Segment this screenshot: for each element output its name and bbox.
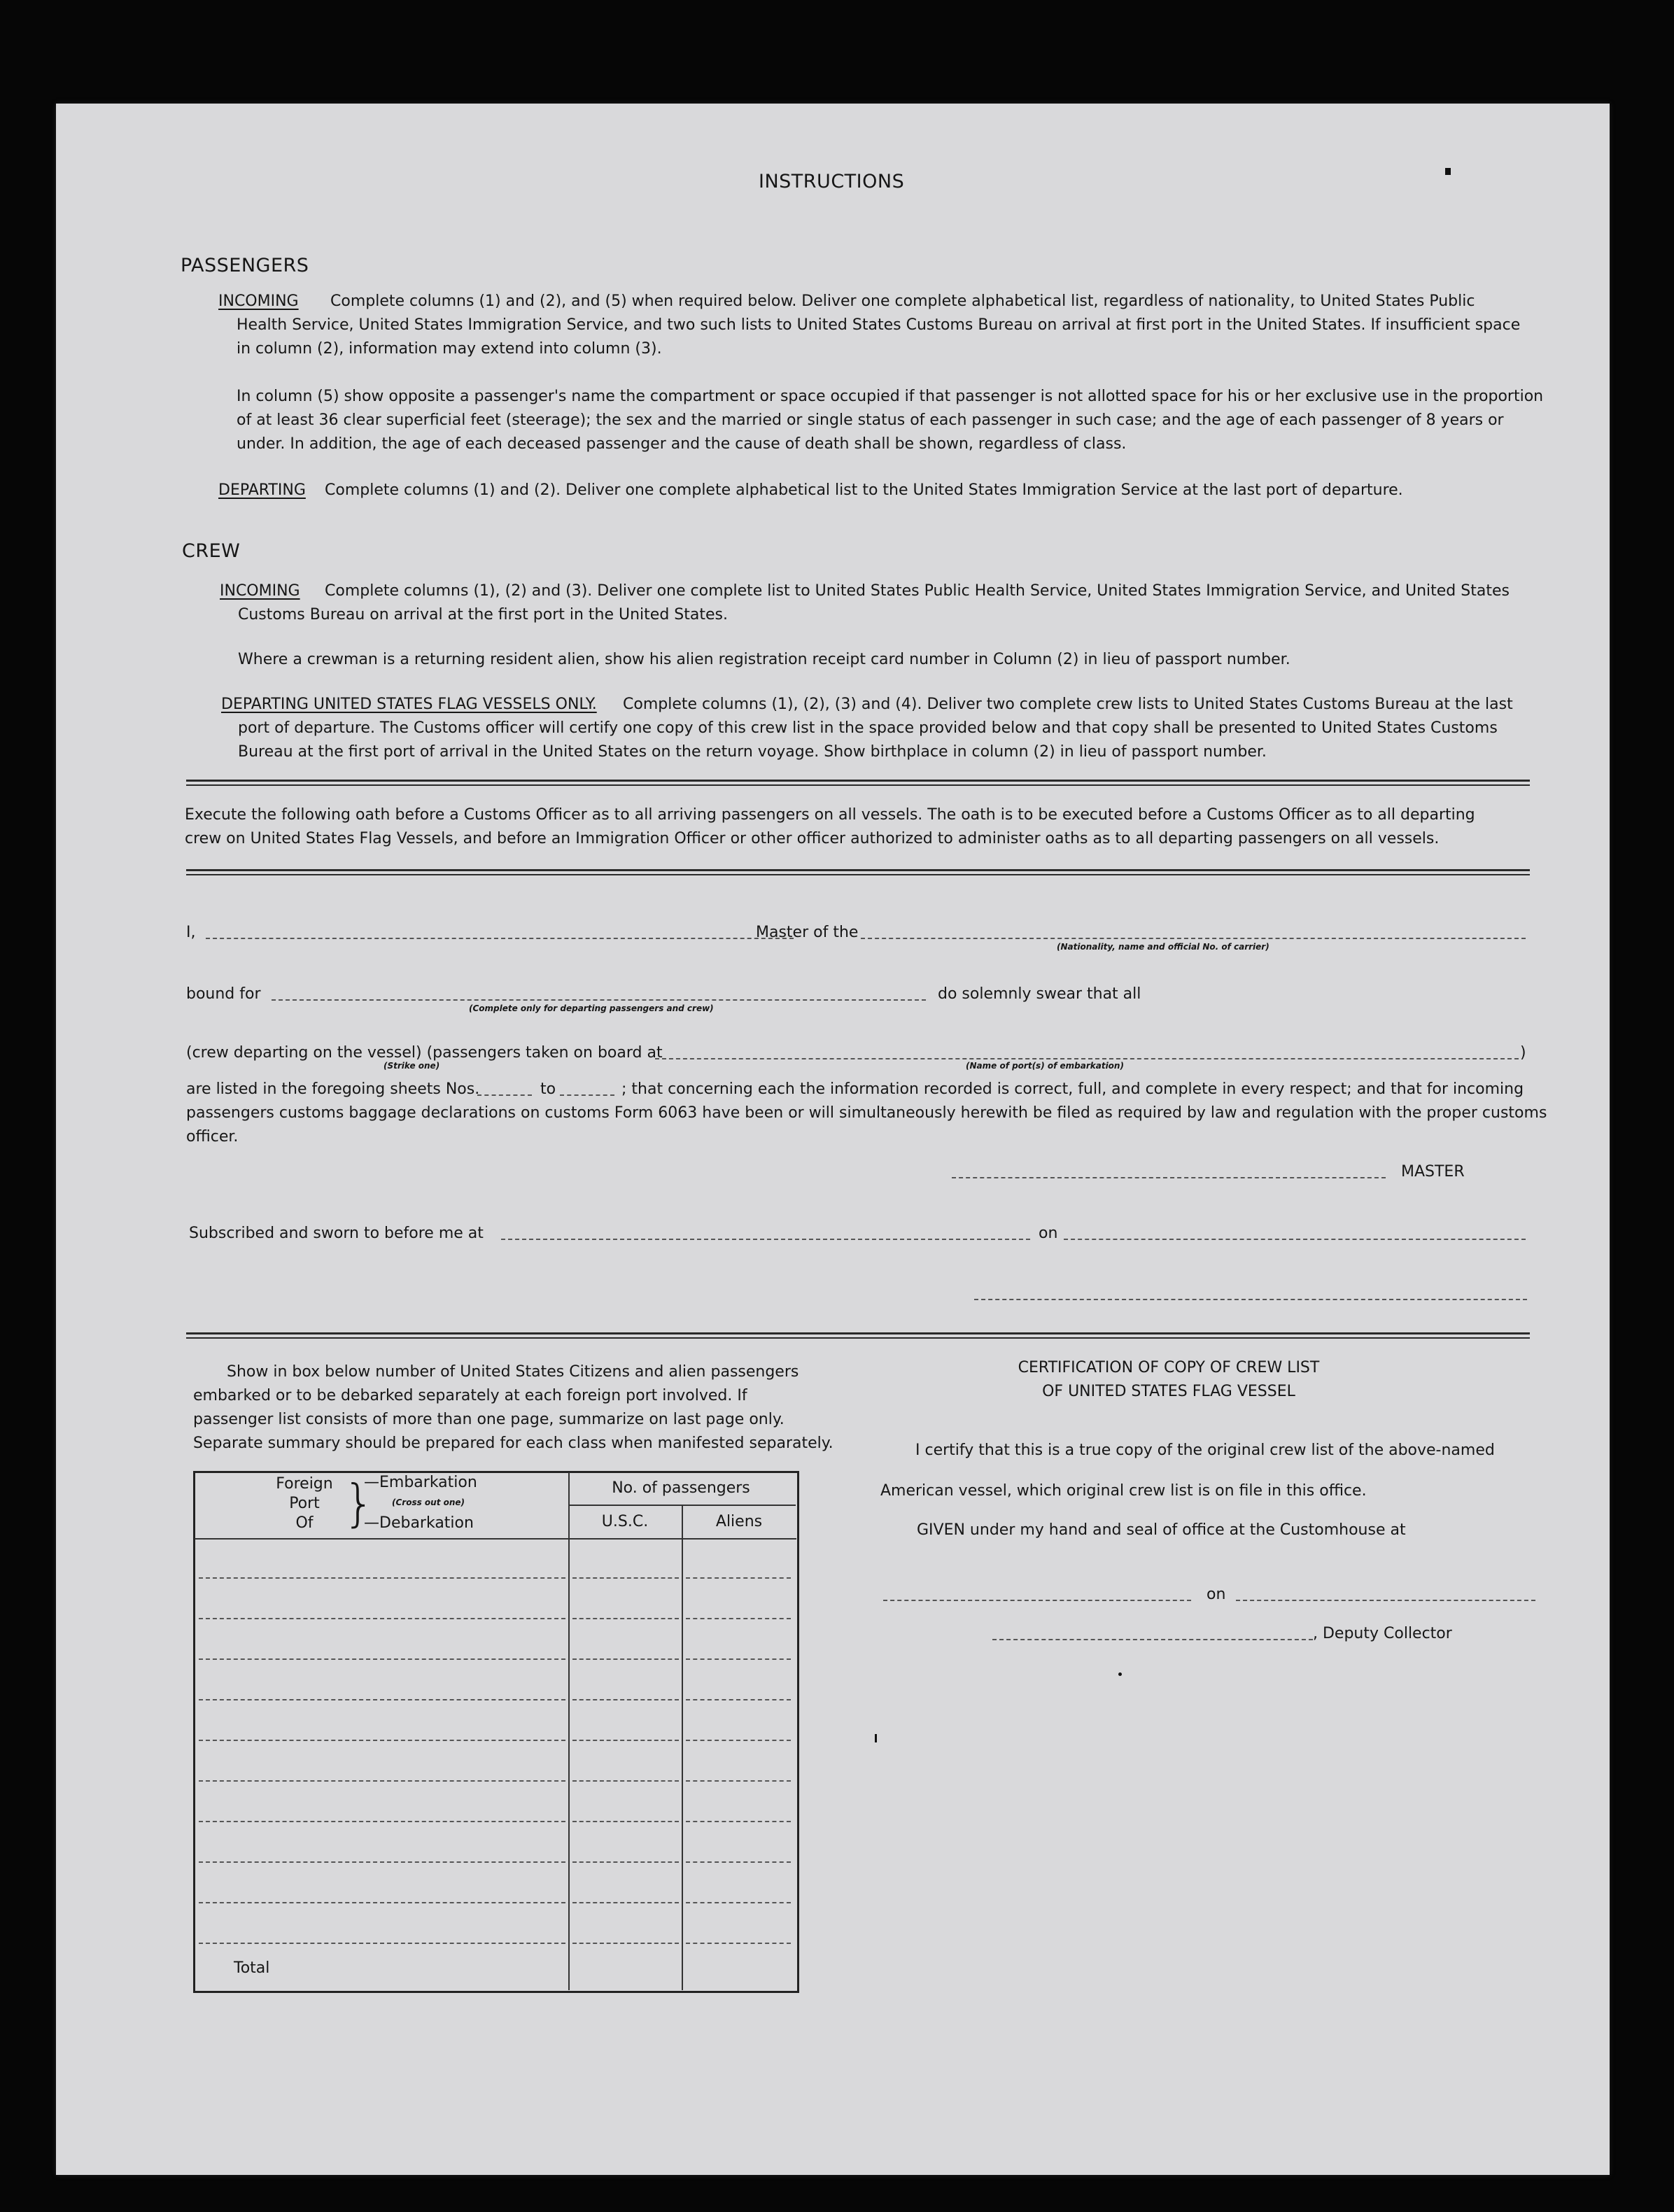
- given-line: GIVEN under my hand and seal of office at the Customhouse at: [917, 1521, 1406, 1539]
- deputy-collector-label: , Deputy Collector: [1313, 1625, 1452, 1642]
- certification-title-line1: CERTIFICATION OF COPY OF CREW LIST: [1018, 1359, 1320, 1376]
- sworn-on-label: on: [1039, 1225, 1058, 1242]
- usc-row-8[interactable]: [572, 1861, 679, 1863]
- listed-line3: officer.: [186, 1128, 239, 1146]
- crew-incoming-label: INCOMING: [220, 582, 300, 600]
- deputy-signature-field[interactable]: [992, 1639, 1313, 1640]
- usc-row-6[interactable]: [572, 1780, 679, 1782]
- aliens-row-9[interactable]: [686, 1902, 791, 1903]
- embarkation-port-field[interactable]: [655, 1058, 1519, 1059]
- port-row-9[interactable]: [199, 1902, 565, 1903]
- crew-departing-line3: Bureau at the first port of arrival in the United States on the return voyage. Show birthplace in column (2) in lieu of passport number.: [238, 743, 1267, 761]
- passengers-incoming-line2: Health Service, United States Immigration Service, and two such lists to United States Customs Bureau on arrival at first port in the United States. If insufficient space: [237, 316, 1521, 334]
- aliens-row-4[interactable]: [686, 1699, 791, 1700]
- brace-icon: }: [343, 1474, 375, 1533]
- form-sheet: [56, 104, 1610, 2175]
- oath-i-label: I,: [186, 924, 196, 941]
- crew-incoming-line2: Customs Bureau on arrival at the first port in the United States.: [238, 606, 728, 624]
- page-title: INSTRUCTIONS: [759, 171, 905, 192]
- foreign-header: Foreign: [276, 1475, 333, 1493]
- summary-intro-line2: embarked or to be debarked separately at each foreign port involved. If: [193, 1387, 747, 1404]
- usc-row-9[interactable]: [572, 1902, 679, 1903]
- port-row-2[interactable]: [199, 1618, 565, 1619]
- aliens-row-6[interactable]: [686, 1780, 791, 1782]
- customhouse-place-field[interactable]: [883, 1600, 1191, 1601]
- of-header: Of: [295, 1514, 314, 1532]
- usc-row-10[interactable]: [572, 1943, 679, 1944]
- usc-row-4[interactable]: [572, 1699, 679, 1700]
- usc-row-5[interactable]: [572, 1740, 679, 1741]
- certify-line1: I certify that this is a true copy of the original crew list of the above-named: [915, 1442, 1495, 1459]
- port-row-5[interactable]: [199, 1740, 565, 1741]
- usc-header: U.S.C.: [601, 1513, 649, 1530]
- sworn-date-field[interactable]: [1064, 1239, 1526, 1240]
- usc-row-1[interactable]: [572, 1577, 679, 1579]
- port-row-10[interactable]: [199, 1943, 565, 1944]
- sworn-place-field[interactable]: [501, 1239, 1030, 1240]
- aliens-row-3[interactable]: [686, 1658, 791, 1660]
- port-row-3[interactable]: [199, 1658, 565, 1660]
- sheet-from-field[interactable]: [477, 1094, 532, 1096]
- strike-one-note: (Strike one): [384, 1061, 440, 1071]
- embarkation-header: —Embarkation: [364, 1474, 477, 1491]
- listed-line2: passengers customs baggage declarations on customs Form 6063 have been or will simultaneously herewith be filed as required by law and regulation with the proper customs: [186, 1104, 1547, 1122]
- bound-for-label: bound for: [186, 985, 261, 1003]
- aliens-header: Aliens: [715, 1513, 763, 1530]
- aliens-row-1[interactable]: [686, 1577, 791, 1579]
- carrier-field[interactable]: [861, 938, 1526, 939]
- complete-only-note: (Complete only for departing passengers and crew): [469, 1003, 714, 1013]
- subscribed-label: Subscribed and sworn to before me at: [189, 1225, 484, 1242]
- header-bottom-rule: [195, 1538, 796, 1540]
- listed-post-label: ; that concerning each the information recorded is correct, full, and complete in every respect; and that for incoming: [621, 1080, 1524, 1098]
- passengers-departing-text: Complete columns (1) and (2). Deliver one complete alphabetical list to the United States Immigration Service at the last port of departure.: [325, 481, 1403, 499]
- section-rule-3: [186, 1332, 1530, 1339]
- master-name-field[interactable]: [206, 938, 794, 939]
- nationality-note: (Nationality, name and official No. of carrier): [1057, 942, 1269, 952]
- port-row-8[interactable]: [199, 1861, 565, 1863]
- passengers-heading: PASSENGERS: [181, 255, 309, 276]
- certify-line2: American vessel, which original crew list is on file in this office.: [880, 1482, 1367, 1500]
- certification-on-label: on: [1207, 1586, 1226, 1603]
- crew-departing-line1: Complete columns (1), (2), (3) and (4). Deliver two complete crew lists to United States Customs Bureau at the last: [623, 696, 1513, 713]
- passengers-col5-line2: of at least 36 clear superficial feet (steerage); the sex and the married or single status of each passenger in such case; and the age of each passenger of 8 years or: [237, 411, 1504, 429]
- scan-speck-2: [1118, 1672, 1122, 1676]
- aliens-row-5[interactable]: [686, 1740, 791, 1741]
- bound-for-field[interactable]: [272, 999, 926, 1001]
- scan-speck-3: [875, 1734, 877, 1742]
- port-row-6[interactable]: [199, 1780, 565, 1782]
- officer-signature-field[interactable]: [974, 1299, 1527, 1300]
- section-rule-2: [186, 869, 1530, 875]
- passenger-summary-table: [193, 1471, 799, 1993]
- summary-intro-line3: passenger list consists of more than one page, summarize on last page only.: [193, 1411, 785, 1428]
- passengers-departing-label: DEPARTING: [218, 481, 306, 499]
- port-row-1[interactable]: [199, 1577, 565, 1579]
- usc-row-3[interactable]: [572, 1658, 679, 1660]
- section-rule-1: [186, 780, 1530, 786]
- passengers-incoming-line1: Complete columns (1) and (2), and (5) when required below. Deliver one complete alphabetical list, regardless of nationality, to United States Public: [330, 293, 1475, 310]
- certification-title-line2: OF UNITED STATES FLAG VESSEL: [1042, 1383, 1295, 1400]
- crew-resident-text: Where a crewman is a returning resident alien, show his alien registration receipt card number in Column (2) in lieu of passport number.: [238, 651, 1290, 668]
- summary-intro-line1: Show in box below number of United States Citizens and alien passengers: [227, 1363, 799, 1381]
- listed-to-label: to: [540, 1080, 556, 1098]
- passengers-col5-line1: In column (5) show opposite a passenger's name the compartment or space occupied if that passenger is not allotted space for his or her exclusive use in the proportion: [237, 388, 1544, 405]
- crew-departing-line2: port of departure. The Customs officer will certify one copy of this crew list in the space provided below and that copy shall be presented to United States Customs: [238, 719, 1498, 737]
- master-signature-field[interactable]: [952, 1177, 1386, 1178]
- crew-departing-label: DEPARTING UNITED STATES FLAG VESSELS ONLY.: [221, 696, 597, 713]
- debarkation-header: —Debarkation: [364, 1514, 474, 1532]
- listed-pre-label: are listed in the foregoing sheets Nos.: [186, 1080, 480, 1098]
- passengers-incoming-label: INCOMING: [218, 293, 299, 310]
- passengers-col5-line3: under. In addition, the age of each deceased passenger and the cause of death shall be shown, regardless of class.: [237, 435, 1127, 453]
- master-of-label: Master of the: [756, 924, 859, 941]
- sheet-to-field[interactable]: [560, 1094, 614, 1096]
- swear-label: do solemnly swear that all: [938, 985, 1141, 1003]
- close-paren: ): [1520, 1044, 1526, 1062]
- crew-heading: CREW: [182, 540, 241, 562]
- no-passengers-header: No. of passengers: [612, 1479, 750, 1497]
- master-label: MASTER: [1401, 1163, 1465, 1181]
- crew-departing-label: (crew departing on the vessel) (passengers taken on board at: [186, 1044, 663, 1062]
- oath-intro-line1: Execute the following oath before a Customs Officer as to all arriving passengers on all vessels. The oath is to be executed before a Customs Officer as to all departing: [185, 806, 1475, 824]
- total-label: Total: [234, 1959, 270, 1977]
- col-divider-2: [682, 1506, 683, 1990]
- usc-row-2[interactable]: [572, 1618, 679, 1619]
- usc-row-7[interactable]: [572, 1821, 679, 1822]
- certification-date-field[interactable]: [1236, 1600, 1535, 1601]
- aliens-row-2[interactable]: [686, 1618, 791, 1619]
- port-row-7[interactable]: [199, 1821, 565, 1822]
- scan-speck: [1445, 168, 1451, 175]
- summary-intro-line4: Separate summary should be prepared for each class when manifested separately.: [193, 1435, 834, 1452]
- aliens-row-8[interactable]: [686, 1861, 791, 1863]
- port-row-4[interactable]: [199, 1699, 565, 1700]
- oath-intro-line2: crew on United States Flag Vessels, and before an Immigration Officer or other officer authorized to administer oaths as to all departing passengers on all vessels.: [185, 830, 1440, 847]
- col-divider-1: [568, 1472, 570, 1990]
- aliens-row-10[interactable]: [686, 1943, 791, 1944]
- aliens-row-7[interactable]: [686, 1821, 791, 1822]
- port-header: Port: [289, 1495, 320, 1512]
- cross-out-note: (Cross out one): [392, 1498, 465, 1507]
- crew-incoming-line1: Complete columns (1), (2) and (3). Deliver one complete list to United States Public Health Service, United States Immigration Service, and United States: [325, 582, 1510, 600]
- passengers-incoming-line3: in column (2), information may extend into column (3).: [237, 340, 662, 358]
- port-note: (Name of port(s) of embarkation): [966, 1061, 1124, 1071]
